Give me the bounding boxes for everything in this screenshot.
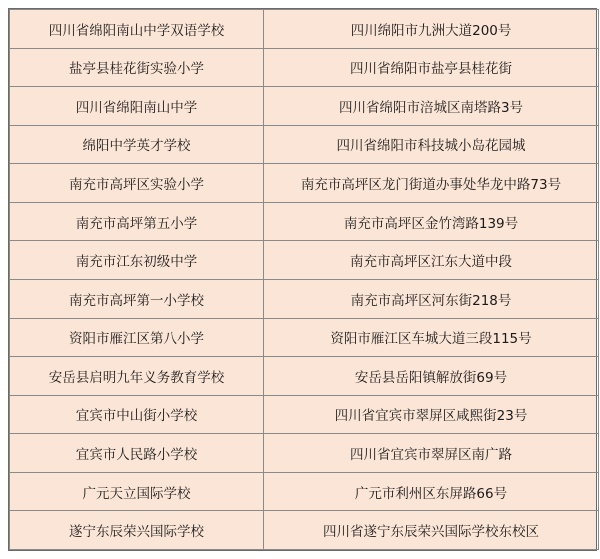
table-row [10,164,599,203]
table-row [10,241,599,280]
school-name-cell: 南充市江东初级中学 [10,241,264,280]
table-row [10,357,599,396]
table-row [10,279,599,318]
table-row [10,318,599,357]
table-row [10,87,599,126]
table-row [10,472,599,511]
school-address-cell: 四川省宜宾市翠屏区咸熙街23号 [264,395,599,434]
school-name-cell: 宜宾市人民路小学校 [10,434,264,473]
school-address-cell: 四川省遂宁东辰荣兴国际学校东校区 [264,511,599,550]
school-name-cell: 四川省绵阳南山中学双语学校 [10,10,264,49]
table-row [10,395,599,434]
school-name-cell: 宜宾市中山街小学校 [10,395,264,434]
school-address-cell: 四川绵阳市九洲大道200号 [264,10,599,49]
table-row [10,125,599,164]
table-row [10,434,599,473]
school-address-cell: 四川省宜宾市翠屏区南广路 [264,434,599,473]
school-address-cell: 南充市高坪区金竹湾路139号 [264,202,599,241]
school-address-cell: 南充市高坪区江东大道中段 [264,241,599,280]
school-address-cell: 四川省绵阳市涪城区南塔路3号 [264,87,599,126]
school-name-cell: 绵阳中学英才学校 [10,125,264,164]
school-address-cell: 四川省绵阳市科技城小岛花园城 [264,125,599,164]
table-body [10,10,599,550]
school-address-cell: 四川省绵阳市盐亭县桂花街 [264,48,599,87]
school-address-cell: 资阳市雁江区车城大道三段115号 [264,318,599,357]
school-name-cell: 南充市高坪第一小学校 [10,279,264,318]
school-name-cell: 安岳县启明九年义务教育学校 [10,357,264,396]
school-address-table-container [8,8,597,551]
school-name-cell: 广元天立国际学校 [10,472,264,511]
school-address-cell: 广元市利州区东屏路66号 [264,472,599,511]
table-row [10,10,599,49]
table-row [10,202,599,241]
school-address-cell: 南充市高坪区河东街218号 [264,279,599,318]
school-address-cell: 安岳县岳阳镇解放街69号 [264,357,599,396]
school-name-cell: 盐亭县桂花街实验小学 [10,48,264,87]
school-address-table [9,9,599,550]
school-name-cell: 资阳市雁江区第八小学 [10,318,264,357]
table-row [10,48,599,87]
table-row [10,511,599,550]
school-name-cell: 南充市高坪第五小学 [10,202,264,241]
school-name-cell: 遂宁东辰荣兴国际学校 [10,511,264,550]
school-name-cell: 南充市高坪区实验小学 [10,164,264,203]
school-address-cell: 南充市高坪区龙门街道办事处华龙中路73号 [264,164,599,203]
school-name-cell: 四川省绵阳南山中学 [10,87,264,126]
